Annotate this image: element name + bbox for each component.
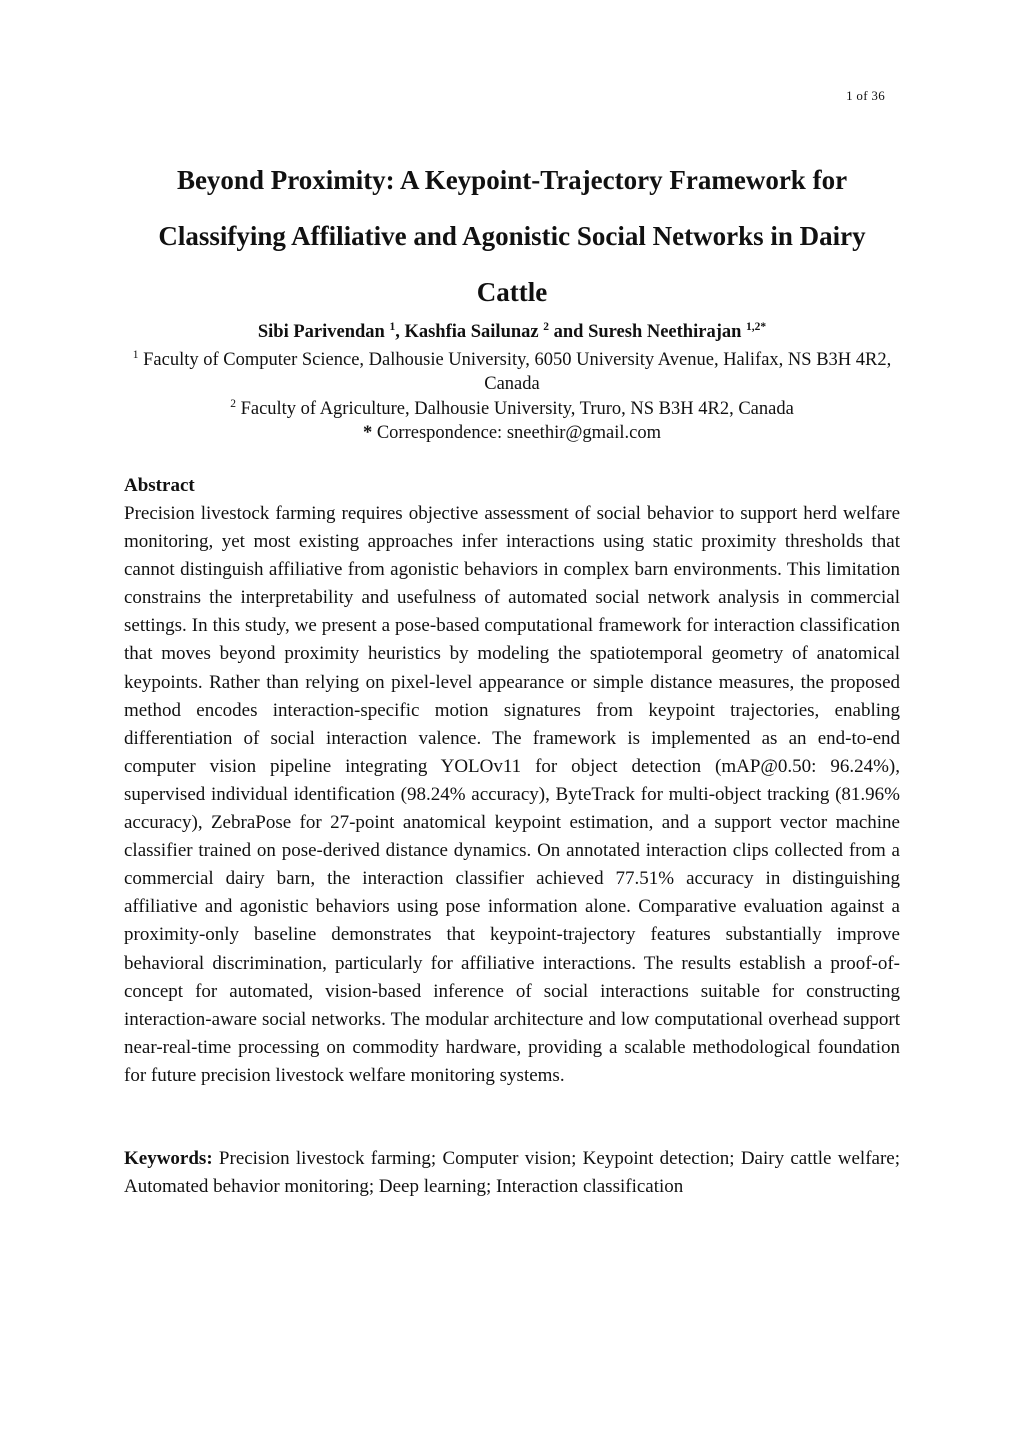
affiliation-text: Faculty of Agriculture, Dalhousie University, Truro, NS B3H 4R2, Canada — [235, 398, 794, 419]
affiliation-line — [124, 348, 900, 397]
author-name: Kashfia Sailunaz — [404, 322, 539, 342]
affiliation-line — [124, 397, 900, 421]
abstract-heading: Abstract — [124, 475, 195, 496]
correspondence-mark: * — [362, 422, 373, 443]
affiliation-text: Faculty of Computer Science, Dalhousie University, 6050 University Avenue, Halifax, NS B3H 4R2, Canada — [138, 350, 892, 395]
author-name: Suresh Neethirajan — [588, 322, 742, 342]
author-affiliation-mark: 2 — [543, 321, 549, 333]
keywords — [124, 1145, 900, 1201]
affiliations — [124, 348, 900, 445]
affiliation-mark: 2 — [230, 397, 236, 410]
page-number: 1 of 36 — [846, 88, 885, 103]
author-affiliation-mark: 1,2* — [746, 321, 767, 333]
keywords-label: Keywords: — [124, 1148, 213, 1169]
author-name: Sibi Parivendan — [257, 322, 385, 342]
author-separator: and — [549, 322, 589, 342]
author-affiliation-mark: 1 — [389, 321, 396, 333]
abstract-body: Precision livestock farming requires objective assessment of social behavior to support herd welfare monitoring, yet most existing approaches infer interactions using static proximity thresholds that cannot distinguish affiliative from agonistic behaviors in complex barn environments. This limitation constrains the interpretability and usefulness of automated social network analysis in commercial settings. In this study, we present a pose-based computational framework for interaction classification that moves beyond proximity heuristics by modeling the spatiotemporal geometry of anatomical keypoints. Rather than relying on pixel-level appearance or simple distance measures, the proposed method encodes interaction-specific motion signatures from keypoint trajectories, enabling differentiation of social interaction valence. The framework is implemented as an end-to-end computer vision pipeline integrating YOLOv11 for object detection (mAP@0.50: 96.24%), supervised individual identification (98.24% accuracy), ByteTrack for multi-object tracking (81.96% accuracy), ZebraPose for 27-point anatomical keypoint estimation, and a support vector machine classifier trained on pose-derived distance dynamics. On annotated interaction clips collected from a commercial dairy barn, the interaction classifier achieved 77.51% accuracy in distinguishing affiliative and agonistic behaviors using pose information alone. Comparative evaluation against a proximity-only baseline demonstrates that keypoint-trajectory features substantially improve behavioral discrimination, particularly for affiliative interactions. The results establish a proof-of-concept for automated, vision-based inference of social interactions suitable for constructing interaction-aware social networks. The modular architecture and low computational overhead support near-real-time processing on commodity hardware, providing a scalable methodological foundation for future precision livestock welfare monitoring systems. — [124, 503, 900, 1086]
author-separator: , — [395, 322, 405, 342]
correspondence-text: Correspondence: sneethir@gmail.com — [372, 422, 662, 443]
keywords-text: Precision livestock farming; Computer vision; Keypoint detection; Dairy cattle welfare; Automated behavior monitoring; Deep learning; Interaction classification — [124, 1148, 900, 1197]
correspondence-line — [124, 421, 900, 445]
affiliation-mark: 1 — [132, 349, 139, 361]
paper-title: Beyond Proximity: A Keypoint-Trajectory Framework for Classifying Affiliative and Agonistic Social Networks in Dairy Cattle — [158, 165, 866, 307]
author-list — [124, 318, 900, 346]
